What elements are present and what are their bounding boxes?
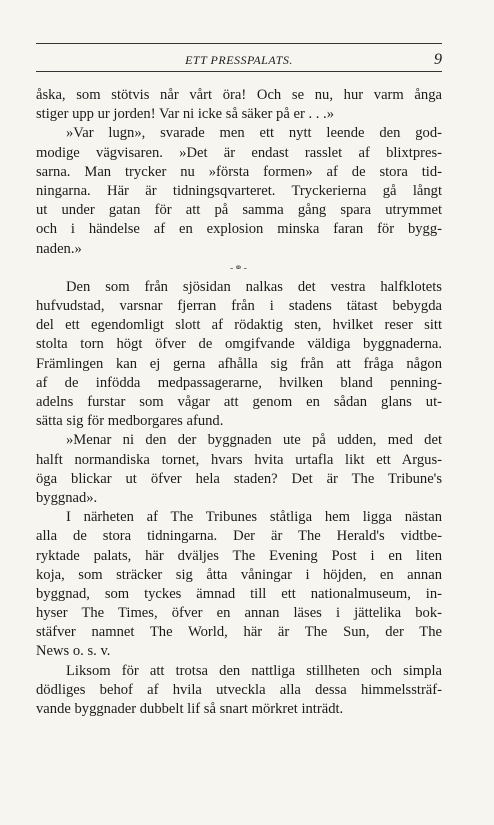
text-line: ryktade palats, här dväljes The Evening Post i en liten <box>36 547 442 564</box>
text-line: modige vägvisaren. »Det är endast rasslet af blixtpres- <box>36 144 442 161</box>
text-line: af de infödda medpassagerarne, hvilken bland penning- <box>36 374 442 391</box>
text-line: hufvudstad, varsnar fjerran från i stadens tätast bebygda <box>36 298 442 315</box>
header-rule <box>36 71 442 72</box>
text-line: »Menar ni den der byggnaden ute på udden, med det <box>66 432 442 449</box>
text-line: halft normandiska tornet, hvars hvita urtafla likt ett Argus- <box>36 451 442 468</box>
body-text <box>36 86 442 719</box>
text-line: byggnad». <box>36 489 98 506</box>
text-line: vande byggnader dubbelt lif så snart mörkret inträdt. <box>36 701 344 717</box>
text-line: öga blickar ut öfver hela staden? Det är The Tribune's <box>36 470 442 487</box>
text-line: dödliges behof af hvila utveckla alla dessa himmelssträf- <box>36 681 442 698</box>
text-line: koja, som sträcker sig åtta våningar i höjden, en annan <box>36 566 442 583</box>
text-line: åska, som stötvis når vårt öra! Och se nu, hur varm ånga <box>36 87 442 103</box>
text-line: ut under gatan för att på samma gång spara utrymmet <box>36 202 442 219</box>
text-line: stolta torn högt öfver de omgifvande väldiga byggnaderna. <box>36 336 442 353</box>
text-line: stiger upp ur jorden! Var ni icke så säker på er . . .» <box>36 106 334 123</box>
text-line: sarna. Man trycker nu »första formen» af de stora tid- <box>36 163 442 180</box>
text-line: del ett egendomligt slott af rödaktig sten, hvilket reser sitt <box>36 317 442 334</box>
text-line: sätta sig för medborgares afund. <box>36 413 224 430</box>
running-head <box>36 53 442 71</box>
text-line: byggnad, som tyckes ämnad till ett nationalmuseum, in- <box>36 585 442 602</box>
text-line: adelns furstar som vågar att genom en sådan glans ut- <box>36 394 442 410</box>
text-line: naden.» <box>36 240 82 257</box>
text-line: Den som från sjösidan nalkas det vestra halfklotets <box>66 278 442 295</box>
top-rule <box>36 43 442 44</box>
text-line: ningarna. Här är tidningsqvarteret. Tryckerierna gå långt <box>36 182 442 199</box>
text-line: Liksom för att trotsa den nattliga stillheten och simpla <box>66 662 442 679</box>
text-line: stäfver namnet The World, här är The Sun, der The <box>36 624 442 641</box>
section-ornament: -⚭- <box>229 262 249 274</box>
text-line: I närheten af The Tribunes ståtliga hem ligga nästan <box>66 509 442 526</box>
page-number: 9 <box>434 51 442 68</box>
text-line: »Var lugn», svarade men ett nytt leende den god- <box>66 125 442 142</box>
text-line: News o. s. v. <box>36 643 111 660</box>
text-line: hyser The Times, öfver en annan läses i jättelika bok- <box>36 605 442 622</box>
text-line: alla de stora tidningarna. Der är The Herald's vidtbe- <box>36 528 442 545</box>
text-line: och i händelse af en explosion minska faran för bygg- <box>36 221 442 238</box>
text-line: Främlingen kan ej gerna afhålla sig från att fråga någon <box>36 355 442 372</box>
running-head-title: ETT PRESSPALATS. <box>185 53 293 67</box>
